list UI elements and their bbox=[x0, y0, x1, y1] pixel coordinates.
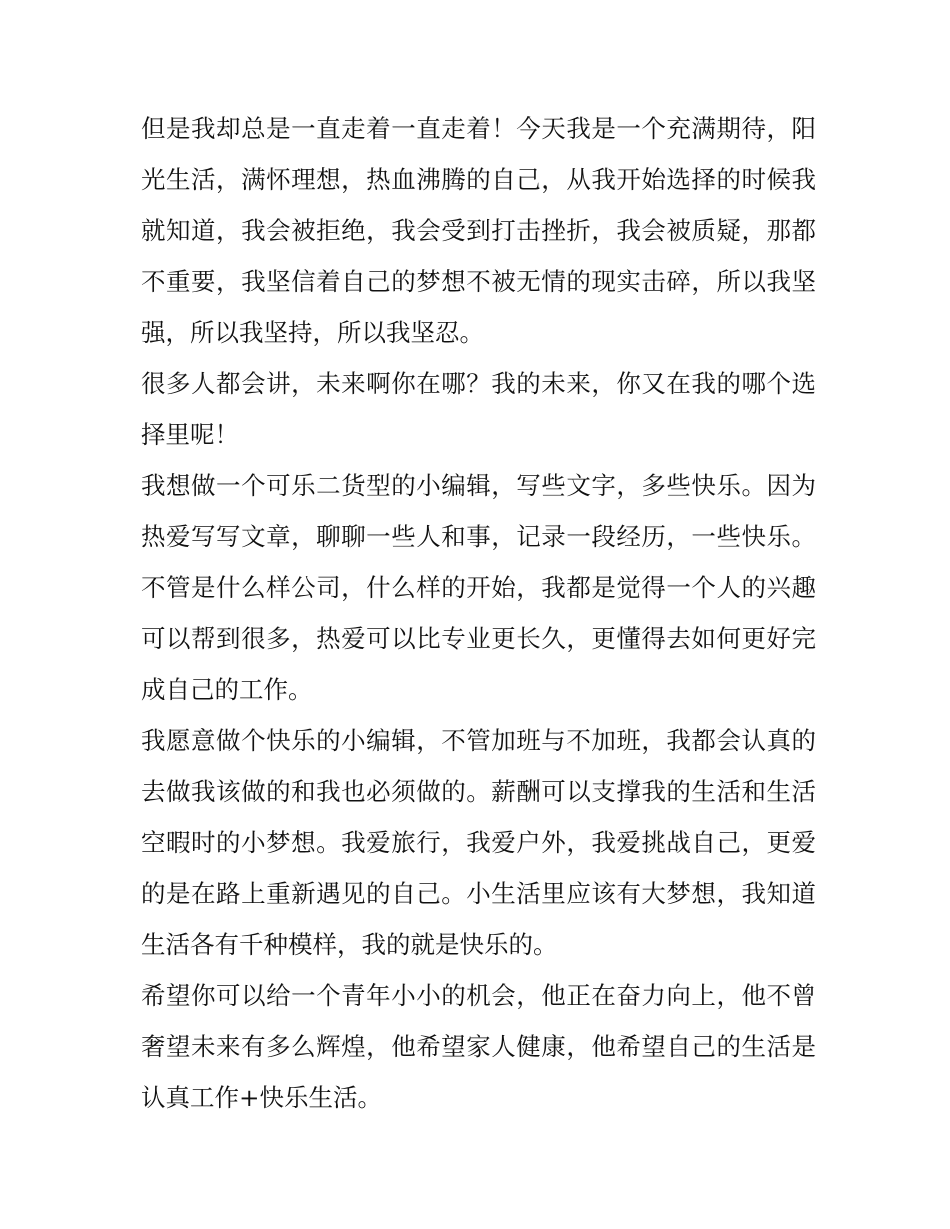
paragraph-1: 但是我却总是一直走着一直走着！今天我是一个充满期待，阳光生活，满怀理想，热血沸腾的自己，从我开始选择的时候我就知道，我会被拒绝，我会受到打击挫折，我会被质疑，那都不重要，我坚信着自己的梦想不被无情的现实击碎，所以我坚强，所以我坚持，所以我坚忍。 bbox=[141, 114, 816, 347]
paragraph-3: 我想做一个可乐二货型的小编辑，写些文字，多些快乐。因为热爱写写文章，聊聊一些人和事，记录一段经历，一些快乐。不管是什么样公司，什么样的开始，我都是觉得一个人的兴趣可以帮到很多，热爱可以比专业更长久，更懂得去如何更好完成自己的工作。 bbox=[141, 471, 816, 704]
paragraph-4: 我愿意做个快乐的小编辑，不管加班与不加班，我都会认真的去做我该做的和我也必须做的。薪酬可以支撑我的生活和生活空暇时的小梦想。我爱旅行，我爱户外，我爱挑战自己，更爱的是在路上重新遇见的自己。小生活里应该有大梦想，我知道生活各有千种模样，我的就是快乐的。 bbox=[141, 726, 816, 959]
document-body bbox=[141, 103, 816, 1123]
paragraph-2: 很多人都会讲，未来啊你在哪？我的未来，你又在我的哪个选择里呢！ bbox=[141, 369, 816, 449]
paragraph-5: 希望你可以给一个青年小小的机会，他正在奋力向上，他不曾奢望未来有多么辉煌，他希望家人健康，他希望自己的生活是认真工作+快乐生活。 bbox=[141, 981, 816, 1112]
